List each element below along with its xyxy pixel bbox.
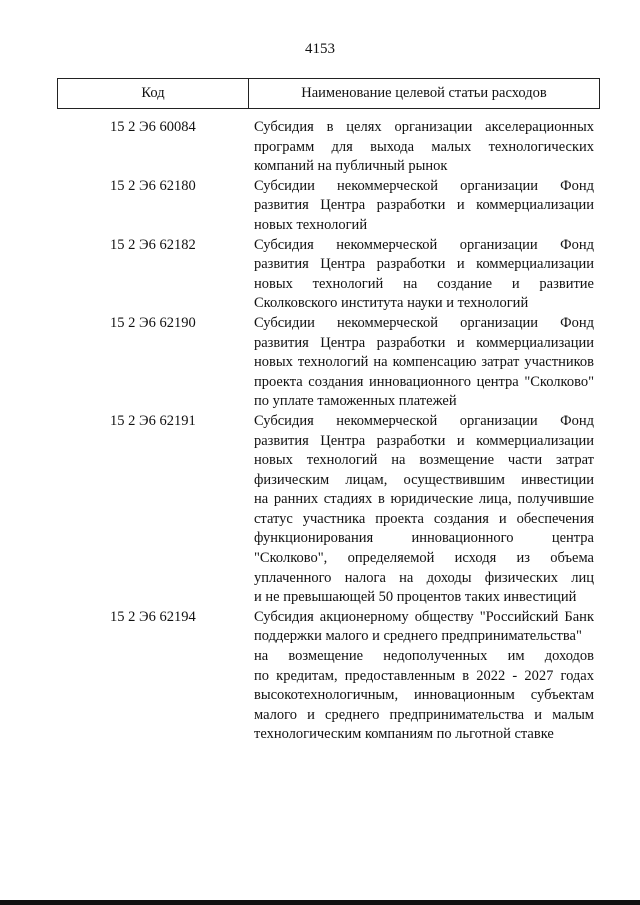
description-line: развития Центра разработки и коммерциализации — [254, 334, 594, 351]
description-line: новых технологий на компенсацию затрат участников — [254, 354, 594, 371]
table-body — [0, 118, 640, 745]
row-description — [254, 412, 594, 608]
description-line: поддержки малого и среднего предпринимательства" — [254, 628, 582, 645]
description-line: Субсидия в целях организации акселерационных — [254, 119, 594, 135]
description-line: статус участника проекта создания и обеспечения — [254, 510, 594, 527]
description-line: по кредитам, предоставленным в 2022 - 2027 годах — [254, 667, 594, 684]
description-line: уплаченного налога на доходы физических лиц — [254, 569, 594, 586]
description-line: и не превышающей 50 процентов таких инвестиций — [254, 589, 577, 606]
description-line: по уплате таможенных платежей — [254, 393, 457, 410]
row-description — [254, 118, 594, 177]
description-line: развития Центра разработки и коммерциализации — [254, 197, 594, 214]
description-line: на ранних стадиях в юридические лица, получившие — [254, 491, 594, 508]
description-line: малого и среднего предпринимательства и малым — [254, 706, 594, 723]
table-row — [0, 314, 640, 412]
row-code: 15 2 Э6 60084 — [110, 119, 196, 135]
description-line: Субсидии некоммерческой организации Фонд — [254, 177, 594, 194]
header-name: Наименование целевой статьи расходов — [301, 85, 547, 101]
page-number: 4153 — [305, 41, 335, 57]
description-line: проекта создания инновационного центра "Сколково" — [254, 373, 594, 390]
description-line: Субсидия некоммерческой организации Фонд — [254, 412, 594, 429]
description-line: программ для выхода малых технологических — [254, 138, 594, 155]
description-line: высокотехнологичным, инновационным субъектам — [254, 687, 594, 704]
table-row — [0, 412, 640, 608]
description-line: функционирования инновационного центра — [254, 530, 594, 547]
description-line: компаний на публичный рынок — [254, 158, 448, 175]
table-row — [0, 236, 640, 314]
table-row — [0, 118, 640, 177]
description-line: на возмещение недополученных им доходов — [254, 648, 594, 665]
description-line: развития Центра разработки и коммерциализации — [254, 256, 594, 273]
row-code: 15 2 Э6 62180 — [110, 177, 196, 194]
row-description — [254, 236, 594, 314]
description-line: "Сколково", определяемой исходя из объема — [254, 550, 594, 567]
table-row — [0, 608, 640, 745]
row-description — [254, 608, 594, 745]
row-description — [254, 177, 594, 236]
description-line: физическим лицам, осуществившим инвестиции — [254, 471, 594, 488]
scan-edge — [0, 900, 640, 905]
description-line: новых технологий — [254, 216, 368, 233]
header-code: Код — [58, 79, 249, 108]
description-line: Субсидия акционерному обществу "Российский Банк — [254, 608, 594, 625]
description-line: новых технологий на возмещение части затрат — [254, 452, 594, 469]
description-line: технологическим компаниям по льготной ставке — [254, 726, 554, 743]
row-code: 15 2 Э6 62182 — [110, 236, 196, 253]
row-code: 15 2 Э6 62190 — [110, 314, 196, 331]
description-line: Субсидия некоммерческой организации Фонд — [254, 236, 594, 253]
row-description — [254, 314, 594, 412]
description-line: развития Центра разработки и коммерциализации — [254, 432, 594, 449]
description-line: новых технологий на создание и развитие — [254, 275, 594, 292]
row-code: 15 2 Э6 62194 — [110, 608, 196, 625]
description-line: Сколковского института науки и технологий — [254, 295, 529, 312]
description-line: Субсидии некоммерческой организации Фонд — [254, 314, 594, 331]
row-code: 15 2 Э6 62191 — [110, 412, 196, 429]
table-row — [0, 177, 640, 236]
table-header — [57, 78, 600, 109]
